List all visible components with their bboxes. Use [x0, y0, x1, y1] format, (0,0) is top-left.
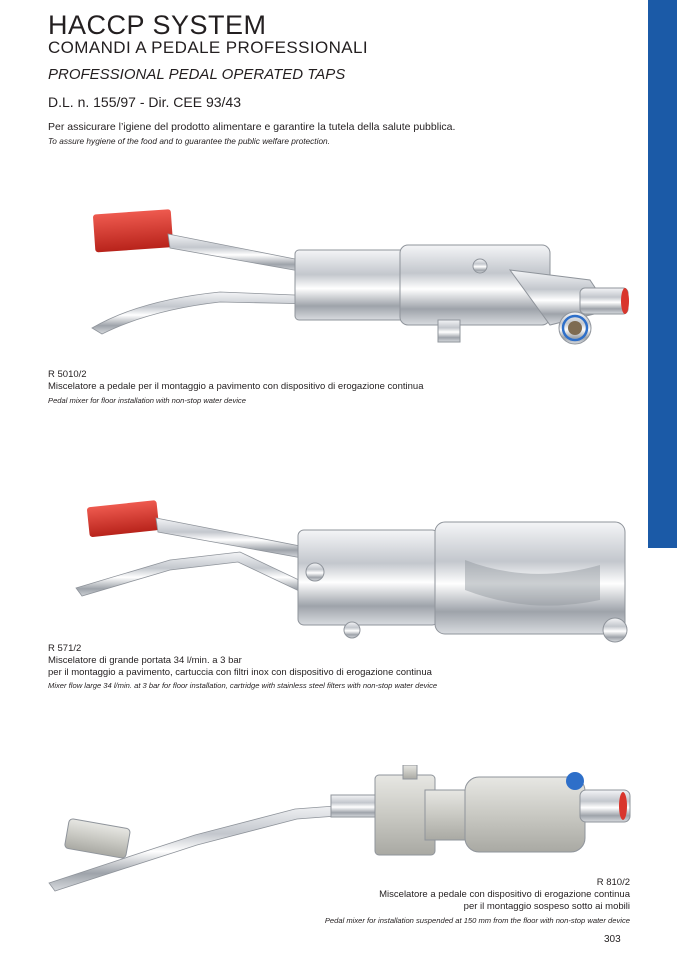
product-code-r810: R 810/2: [596, 877, 630, 888]
product-description-english-r810: Pedal mixer for installation suspended at 150 mm from the floor with non-stop water device: [324, 916, 630, 925]
page-subtitle-english: PROFESSIONAL PEDAL OPERATED TAPS: [48, 66, 346, 83]
product-description-english-r571: Mixer flow large 34 l/min. at 3 bar for floor installation, cartridge with stainless steel filters with non-stop water device: [48, 681, 438, 690]
product-image-r810: [45, 765, 640, 900]
page-title: HACCP SYSTEM: [48, 10, 267, 40]
product-description-italian-r571-line1: Miscelatore di grande portata 34 l/min. a 3 bar: [48, 655, 242, 666]
product-description-english-r5010: Pedal mixer for floor installation with non-stop water device: [48, 396, 246, 405]
intro-italian: Per assicurare l’igiene del prodotto alimentare e garantire la tutela della salute pubblica.: [48, 121, 456, 133]
product-image-r5010: [80, 200, 640, 365]
intro-english: To assure hygiene of the food and to guarantee the public welfare protection.: [48, 136, 330, 146]
section-sidebar-tab: [648, 0, 677, 548]
product-description-italian-r5010: Miscelatore a pedale per il montaggio a pavimento con dispositivo di erogazione continua: [48, 381, 424, 392]
product-description-italian-r810-line2: per il montaggio sospeso sotto ai mobili: [463, 901, 630, 912]
product-code-r571: R 571/2: [48, 643, 82, 654]
product-description-italian-r810-line1: Miscelatore a pedale con dispositivo di erogazione continua: [379, 889, 630, 900]
page-subtitle-italian: COMANDI A PEDALE PROFESSIONALI: [48, 38, 368, 57]
norms-reference: D.L. n. 155/97 - Dir. CEE 93/43: [48, 94, 241, 110]
product-description-italian-r571-line2: per il montaggio a pavimento, cartuccia con filtri inox con dispositivo di erogazione continua: [48, 667, 432, 678]
section-sidebar-label: [648, 0, 677, 548]
product-image-r571: [70, 490, 640, 655]
product-code-r5010: R 5010/2: [48, 369, 87, 380]
page-number: 303: [604, 934, 621, 945]
